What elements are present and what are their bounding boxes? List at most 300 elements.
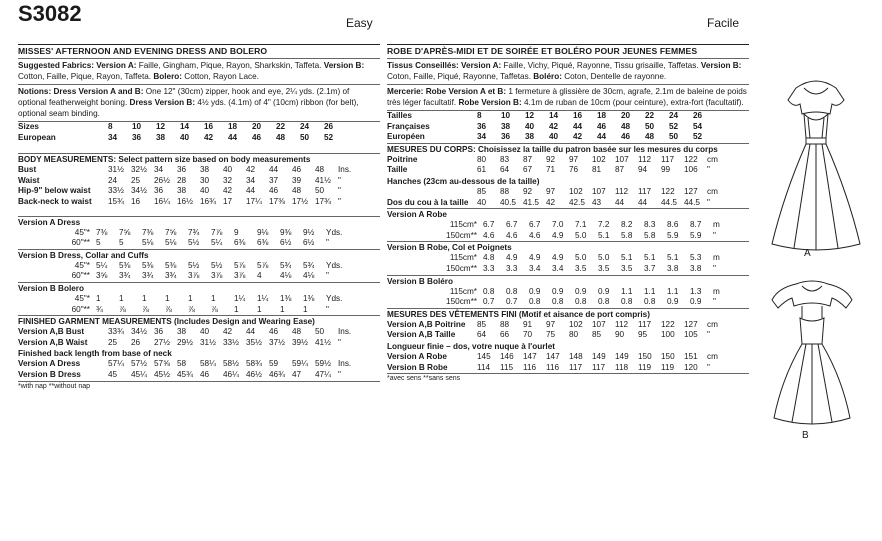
cell-value: 7.1 [575, 220, 587, 230]
cell-value: 92 [523, 186, 533, 196]
cell-value: 122 [661, 186, 675, 196]
row-label: Version A,B Waist [18, 337, 88, 347]
fr-size-table [387, 111, 717, 143]
row-label: Version B Dress [18, 369, 81, 379]
cell-value: 34½ [131, 327, 147, 337]
table-row [387, 187, 718, 198]
fr-title: ROBE D'APRÈS-MIDI ET DE SOIRÉE ET BOLÉRO POUR JEUNES FEMMES [387, 46, 698, 56]
cell-value: 8.3 [644, 220, 656, 230]
cell-value: 22 [276, 122, 286, 131]
row-label: Hip-9" below waist [18, 186, 91, 196]
cell-value: 145 [477, 351, 491, 361]
cell-value: 119 [638, 362, 652, 372]
cell-value: 6⅜ [257, 238, 269, 248]
table-row [18, 261, 342, 272]
table-row [387, 220, 720, 231]
table-row [18, 327, 351, 338]
cell-value: 3¾ [142, 271, 154, 281]
row-label: Sizes [18, 122, 39, 131]
row-label: 150cm** [446, 230, 477, 240]
cell-value: 5.1 [644, 253, 656, 263]
unit: m [713, 286, 720, 296]
cell-value: 0.8 [575, 297, 587, 307]
cell-value: ⅞ [165, 304, 172, 314]
fr-finished-table [387, 320, 718, 341]
cell-value: 4 [257, 271, 262, 281]
cell-value: ⅞ [188, 304, 195, 314]
cell-value: 24 [300, 122, 310, 131]
cell-value: 5.0 [575, 253, 587, 263]
cell-value: 107 [592, 186, 606, 196]
cell-value: 0.7 [506, 297, 518, 307]
cell-value: 45 [108, 369, 118, 379]
fr-body-table [387, 155, 718, 176]
cell-value: 100 [661, 330, 675, 340]
cell-value: 41½ [315, 337, 331, 347]
cell-value: 40 [525, 121, 535, 131]
cell-value: 146 [500, 351, 514, 361]
cell-value: 3⅞ [188, 271, 200, 281]
cell-value: 0.9 [552, 286, 564, 296]
cell-value: 37½ [269, 337, 285, 347]
unit: " [338, 369, 341, 379]
cell-value: 36 [477, 121, 487, 131]
cell-value: 83 [500, 154, 510, 164]
row-label: Européen [387, 132, 425, 142]
en-back-length-heading: Finished back length from base of neck [18, 349, 172, 359]
cell-value: ⅞ [211, 304, 218, 314]
unit: " [707, 362, 710, 372]
cell-value: 34 [477, 132, 487, 142]
cell-value: 8 [477, 111, 482, 120]
cell-value: 66 [500, 330, 510, 340]
cell-value: 17¼ [246, 196, 262, 206]
cell-value: 43 [592, 197, 602, 207]
cell-value: 26 [693, 111, 703, 120]
cell-value: 5⅞ [234, 260, 246, 270]
cell-value: 48 [292, 186, 302, 196]
cell-value: 118 [615, 362, 629, 372]
cell-value: 32½ [131, 165, 147, 175]
unit: m [713, 253, 720, 263]
french-column [387, 44, 749, 383]
en-notions: Notions: Dress Version A and B: One 12" (30cm) zipper, hook and eye, 2¼ yds. (2.1m) of optional featherweight boning. Dress Version B: 4½ yds. (4.1m) of 4" (10cm) ribbon (for belt), optional seam binding. [18, 87, 359, 118]
cell-value: 7⅜ [96, 227, 108, 237]
cell-value: 38 [156, 132, 166, 142]
cell-value: 50 [315, 186, 325, 196]
cell-value: 14 [549, 111, 559, 120]
cell-value: 25 [131, 175, 141, 185]
cell-value: 41½ [315, 175, 331, 185]
cell-value: 151 [684, 351, 698, 361]
cell-value: 5½ [211, 260, 223, 270]
cell-value: 15¾ [108, 196, 124, 206]
row-label: 60"** [71, 238, 90, 248]
cell-value: 117 [661, 154, 675, 164]
cell-value: 5.9 [667, 230, 679, 240]
row-label: Dos du cou à la taille [387, 197, 469, 207]
cell-value: 34 [108, 132, 118, 142]
cell-value: 18 [228, 122, 238, 131]
unit: cm [707, 186, 718, 196]
cell-value: 38 [200, 165, 210, 175]
table-row [387, 231, 720, 242]
cell-value: 41.5 [523, 197, 539, 207]
cell-value: 0.8 [529, 297, 541, 307]
en-version-a-heading: Version A Dress [18, 217, 81, 227]
unit: " [707, 197, 710, 207]
cell-value: 42 [223, 327, 233, 337]
cell-value: 87 [523, 154, 533, 164]
row-label: Version A,B Taille [387, 330, 456, 340]
cell-value: 7⅝ [165, 227, 177, 237]
cell-value: 115 [500, 362, 514, 372]
row-label: 45"* [74, 260, 90, 270]
cell-value: 106 [684, 165, 698, 175]
cell-value: 50 [645, 121, 655, 131]
cell-value: 16 [204, 122, 214, 131]
cell-value: 1 [211, 293, 216, 303]
cell-value: 45¼ [131, 369, 147, 379]
cell-value: 5¼ [96, 260, 108, 270]
fr-footnote: *avec sens **sans sens [387, 375, 461, 383]
cell-value: 34 [246, 175, 256, 185]
en-bolero-heading: Version B Bolero [18, 283, 84, 293]
cell-value: 42.5 [569, 197, 585, 207]
cell-value: 50 [300, 132, 310, 142]
cell-value: 5⅛ [142, 238, 154, 248]
cell-value: 17 [223, 196, 233, 206]
cell-value: 34 [154, 165, 164, 175]
unit: " [326, 271, 329, 281]
cell-value: 42 [246, 165, 256, 175]
cell-value: 0.9 [575, 286, 587, 296]
cell-value: 122 [684, 154, 698, 164]
cell-value: 3.8 [667, 263, 679, 273]
cell-value: 9⅛ [257, 227, 269, 237]
cell-value: 3.3 [506, 263, 518, 273]
cell-value: 3⅝ [96, 271, 108, 281]
cell-value: 127 [684, 186, 698, 196]
cell-value: 42 [223, 186, 233, 196]
table-row [18, 165, 351, 176]
cell-value: 3¾ [119, 271, 131, 281]
fr-back-length-table [387, 352, 718, 373]
cell-value: 4.9 [552, 230, 564, 240]
cell-value: 70 [523, 330, 533, 340]
cell-value: 5⅞ [257, 260, 269, 270]
illustration-label-a: A [804, 248, 811, 259]
cell-value: 42 [549, 121, 559, 131]
cell-value: 46¾ [269, 369, 285, 379]
cell-value: 44 [638, 197, 648, 207]
cell-value: 58 [177, 359, 187, 369]
illustration-label-b: B [802, 430, 809, 441]
cell-value: 46 [252, 132, 262, 142]
table-row [387, 264, 720, 275]
cell-value: 112 [638, 154, 652, 164]
cell-value: 64 [500, 165, 510, 175]
cell-value: 45½ [154, 369, 170, 379]
cell-value: 1¼ [234, 293, 246, 303]
cell-value: 39 [292, 175, 302, 185]
row-label: Waist [18, 175, 40, 185]
unit: " [338, 186, 341, 196]
cell-value: 17¾ [315, 196, 331, 206]
cell-value: 58¼ [200, 359, 216, 369]
dress-a-illustration [766, 74, 866, 274]
table-row [387, 363, 718, 374]
cell-value: 46 [269, 186, 279, 196]
cell-value: 97 [546, 186, 556, 196]
cell-value: 6½ [280, 238, 292, 248]
cell-value: 36 [154, 327, 164, 337]
unit: " [338, 196, 341, 206]
cell-value: 58¾ [246, 359, 262, 369]
unit: Ins. [338, 359, 352, 369]
cell-value: 127 [684, 319, 698, 329]
cell-value: 7⅝ [119, 227, 131, 237]
cell-value: 120 [684, 362, 698, 372]
cell-value: 0.9 [690, 297, 702, 307]
cell-value: 5.8 [621, 230, 633, 240]
cell-value: 50 [669, 132, 679, 142]
row-label: Taille [387, 165, 408, 175]
cell-value: 1 [280, 304, 285, 314]
cell-value: 1.3 [690, 286, 702, 296]
cell-value: 5.8 [644, 230, 656, 240]
cell-value: 148 [569, 351, 583, 361]
cell-value: 3.5 [621, 263, 633, 273]
cell-value: 5¼ [211, 238, 223, 248]
cell-value: 81 [592, 165, 602, 175]
cell-value: 45¾ [177, 369, 193, 379]
cell-value: 48 [276, 132, 286, 142]
cell-value: 0.8 [552, 297, 564, 307]
cell-value: 5 [119, 238, 124, 248]
cell-value: 0.9 [529, 286, 541, 296]
cell-value: 0.8 [621, 297, 633, 307]
cell-value: 1¼ [257, 293, 269, 303]
cell-value: 46 [621, 132, 631, 142]
fr-version-a-heading: Version A Robe [387, 210, 447, 220]
row-label: Version A,B Bust [18, 327, 85, 337]
cell-value: 6.7 [506, 220, 518, 230]
cell-value: 12 [525, 111, 535, 120]
cell-value: 5.3 [690, 253, 702, 263]
cell-value: 5.0 [598, 253, 610, 263]
cell-value: 8.7 [690, 220, 702, 230]
cell-value: 7¾ [188, 227, 200, 237]
cell-value: 122 [661, 319, 675, 329]
cell-value: 47 [292, 369, 302, 379]
cell-value: 1 [142, 293, 147, 303]
pattern-number: S3082 [18, 1, 82, 26]
cell-value: 9½ [303, 227, 315, 237]
table-row [387, 320, 718, 331]
cell-value: 30 [200, 175, 210, 185]
cell-value: 95 [638, 330, 648, 340]
cell-value: 107 [615, 154, 629, 164]
cell-value: 85 [477, 319, 487, 329]
table-row [387, 122, 717, 133]
fr-hip-table [387, 187, 718, 208]
row-label: 115cm* [449, 286, 477, 296]
cell-value: 8 [108, 122, 113, 131]
cell-value: 5.1 [621, 253, 633, 263]
cell-value: 6.7 [529, 220, 541, 230]
row-label: 150cm** [446, 297, 477, 307]
unit: " [326, 238, 329, 248]
cell-value: 3⅞ [211, 271, 223, 281]
cell-value: 7.0 [552, 220, 564, 230]
cell-value: 44 [573, 121, 583, 131]
cell-value: 31½ [108, 165, 124, 175]
cell-value: 35½ [246, 337, 262, 347]
cell-value: 26 [131, 337, 141, 347]
cell-value: 27½ [154, 337, 170, 347]
unit: Ins. [338, 165, 352, 175]
cell-value: 4.6 [506, 230, 518, 240]
cell-value: 38 [177, 327, 187, 337]
cell-value: 150 [638, 351, 652, 361]
unit: m [713, 220, 720, 230]
unit: " [707, 330, 710, 340]
cell-value: 26 [324, 122, 334, 131]
cell-value: 8.2 [621, 220, 633, 230]
cell-value: 105 [684, 330, 698, 340]
cell-value: 3.3 [483, 263, 495, 273]
cell-value: 149 [592, 351, 606, 361]
cell-value: 3.8 [690, 263, 702, 273]
en-size-table [18, 122, 348, 143]
cell-value: 59 [269, 359, 279, 369]
cell-value: 71 [546, 165, 556, 175]
cell-value: 36 [501, 132, 511, 142]
cell-value: 5½ [188, 238, 200, 248]
cell-value: 40 [223, 165, 233, 175]
table-row [387, 165, 718, 176]
cell-value: 99 [661, 165, 671, 175]
cell-value: 24 [108, 175, 118, 185]
table-row [387, 253, 720, 264]
cell-value: 40 [200, 186, 210, 196]
english-column [18, 44, 380, 391]
cell-value: 44 [228, 132, 238, 142]
cell-value: 44.5 [661, 197, 677, 207]
cell-value: 1.1 [644, 286, 656, 296]
cell-value: 52 [693, 132, 703, 142]
unit: " [338, 175, 341, 185]
fr-notions: Mercerie: Robe Version A et B: 1 fermeture à glissière de 30cm, agrafe, 2.1m de baleine de poids très léger facultatif. Robe Version B: 4.1m de ruban de 10cm (pour ceinture), extra-fort (facultatif). [387, 87, 747, 107]
cell-value: 57¼ [108, 359, 124, 369]
cell-value: 76 [569, 165, 579, 175]
cell-value: 147 [546, 351, 560, 361]
cell-value: 119 [661, 362, 675, 372]
cell-value: 91 [523, 319, 533, 329]
cell-value: 4.6 [483, 230, 495, 240]
table-row [18, 338, 351, 349]
cell-value: 40.5 [500, 197, 516, 207]
fr-back-length-heading: Longueur finie – dos, votre nuque à l'ourlet [387, 341, 555, 351]
difficulty-en: Easy [346, 16, 373, 30]
cell-value: 38 [177, 186, 187, 196]
cell-value: 42 [204, 132, 214, 142]
cell-value: ⅞ [119, 304, 126, 314]
en-version-b-heading: Version B Dress, Collar and Cuffs [18, 250, 149, 260]
cell-value: 20 [252, 122, 262, 131]
cell-value: 3.4 [552, 263, 564, 273]
cell-value: 16¼ [154, 196, 170, 206]
unit: " [326, 304, 329, 314]
cell-value: 3⅞ [234, 271, 246, 281]
cell-value: 48 [645, 132, 655, 142]
cell-value: 6½ [303, 238, 315, 248]
cell-value: 44.5 [684, 197, 700, 207]
en-back-length-table [18, 359, 351, 380]
cell-value: 114 [477, 362, 491, 372]
difficulty-fr: Facile [707, 16, 740, 30]
cell-value: 26½ [154, 175, 170, 185]
row-label: Tailles [387, 111, 412, 120]
cell-value: 117 [638, 186, 652, 196]
cell-value: 9⅜ [280, 227, 292, 237]
cell-value: 0.8 [598, 297, 610, 307]
cell-value: 59¼ [292, 359, 308, 369]
cell-value: 38 [525, 132, 535, 142]
cell-value: 57⅝ [154, 359, 170, 369]
cell-value: 36 [132, 132, 142, 142]
cell-value: 1 [303, 304, 308, 314]
cell-value: 5.0 [575, 230, 587, 240]
en-fabrics: Suggested Fabrics: Version A: Faille, Gingham, Pique, Rayon, Sharkskin, Taffeta. Version B: Cotton, Faille, Pique, Rayon, Taffeta. Bolero: Cotton, Rayon Lace. [18, 61, 365, 81]
cell-value: 5.1 [598, 230, 610, 240]
cell-value: 1 [165, 293, 170, 303]
cell-value: 149 [615, 351, 629, 361]
cell-value: 22 [645, 111, 655, 120]
unit: cm [707, 351, 718, 361]
cell-value: 5 [96, 238, 101, 248]
unit: " [713, 230, 716, 240]
cell-value: 29½ [177, 337, 193, 347]
cell-value: ¾ [96, 304, 103, 314]
en-version-a-table [18, 228, 342, 249]
cell-value: 40 [477, 197, 487, 207]
cell-value: 3.7 [644, 263, 656, 273]
unit: Ins. [338, 327, 352, 337]
cell-value: 58½ [223, 359, 239, 369]
cell-value: 80 [477, 154, 487, 164]
cell-value: 102 [569, 186, 583, 196]
cell-value: 8.6 [667, 220, 679, 230]
cell-value: 52 [669, 121, 679, 131]
cell-value: 94 [638, 165, 648, 175]
table-row [18, 359, 351, 370]
cell-value: 48 [315, 165, 325, 175]
cell-value: 9 [234, 227, 239, 237]
cell-value: 5⅜ [119, 260, 131, 270]
cell-value: 97 [546, 319, 556, 329]
table-row [18, 238, 342, 249]
cell-value: 28 [177, 175, 187, 185]
row-label: Back-neck to waist [18, 196, 92, 206]
fr-fabrics: Tissus Conseillés: Version A: Faille, Vichy, Piqué, Rayonne, Tissu grisaille, Taffetas. Version B: Coton, Faille, Piqué, Rayonne, Taffetas. Boléro: Coton, Dentelle de rayonne. [387, 61, 742, 81]
cell-value: 46¼ [223, 369, 239, 379]
cell-value: 40 [180, 132, 190, 142]
cell-value: 48 [621, 121, 631, 131]
cell-value: 57½ [131, 359, 147, 369]
cell-value: 7⅜ [142, 227, 154, 237]
